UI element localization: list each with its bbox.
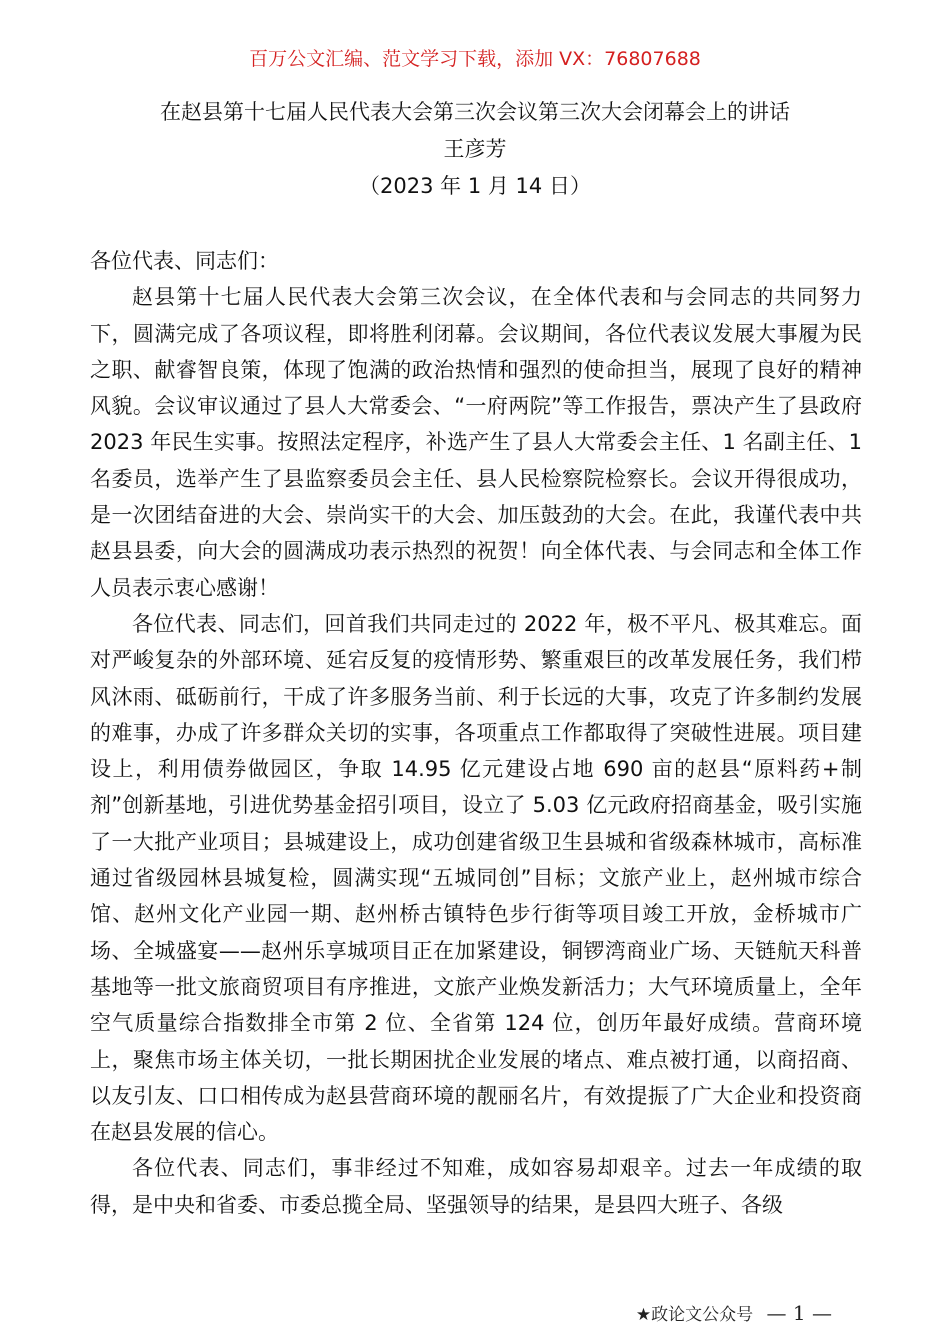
document-date: （2023 年 1 月 14 日） (359, 174, 591, 198)
body-paragraph: 各位代表、同志们，回首我们共同走过的 2022 年，极不平凡、极其难忘。面对严峻复杂的外部环境、延宕反复的疫情形势、繁重艰巨的改革发展任务，我们栉风沐雨、砥砺前行，干成了许多服务当前、利于长远的大事，攻克了许多制约发展的难事，办成了许多群众关切的实事，各项重点工作都取得了突破性进展。项目建设上，利用债券做园区，争取 14.95 亿元建设占地 690 亩的赵县“原料药+制剂”创新基地，引进优势基金招引项目，设立了 5.03 亿元政府招商基金，吸引实施了一大批产业项目；县城建设上，成功创建省级卫生县城和省级森林城市，高标准通过省级园林县城复检，圆满实现“五城同创”目标；文旅产业上，赵州城市综合馆、赵州文化产业园一期、赵州桥古镇特色步行街等项目竣工开放，金桥城市广场、全城盛宴——赵州乐享城项目正在加紧建设，铜锣湾商业广场、天链航天科普基地等一批文旅商贸项目有序推进，文旅产业焕发新活力；大气环境质量上，全年空气质量综合指数排全市第 2 位、全省第 124 位，创历年最好成绩。营商环境上，聚焦市场主体关切，一批长期困扰企业发展的堵点、难点被打通，以商招商、以友引友、口口相传成为赵县营商环境的靓丽名片，有效提振了广大企业和投资商在赵县发展的信心。 (90, 611, 862, 1145)
watermark-banner: 百万公文汇编、范文学习下载，添加 VX：76807688 (249, 48, 701, 70)
page-number: — 1 — (766, 1301, 832, 1325)
footer-source: ★政论文公众号 (635, 1305, 754, 1325)
body-paragraph: 赵县第十七届人民代表大会第三次会议，在全体代表和与会同志的共同努力下，圆满完成了各项议程，即将胜利闭幕。会议期间，各位代表议发展大事履为民之职、献睿智良策，体现了饱满的政治热情和强烈的使命担当，展现了良好的精神风貌。会议审议通过了县人大常委会、“一府两院”等工作报告，票决产生了县政府 2023 年民生实事。按照法定程序，补选产生了县人大常委会主任、1 名副主任、1 名委员，选举产生了县监察委员会主任、县人民检察院检察长。会议开得很成功，是一次团结奋进的大会、崇尚实干的大会、加压鼓劲的大会。在此，我谨代表中共赵县县委，向大会的圆满成功表示热烈的祝贺！向全体代表、与会同志和全体工作人员表示衷心感谢！ (90, 285, 862, 600)
document-author: 王彦芳 (443, 137, 507, 161)
salutation: 各位代表、同志们： (90, 249, 279, 273)
body-paragraph: 各位代表、同志们，事非经过不知难，成如容易却艰辛。过去一年成绩的取得，是中央和省委、市委总揽全局、坚强领导的结果，是县四大班子、各级 (90, 1156, 862, 1217)
document-body (90, 243, 862, 1223)
page-footer (636, 1300, 832, 1328)
document-title: 在赵县第十七届人民代表大会第三次会议第三次大会闭幕会上的讲话 (160, 100, 790, 124)
